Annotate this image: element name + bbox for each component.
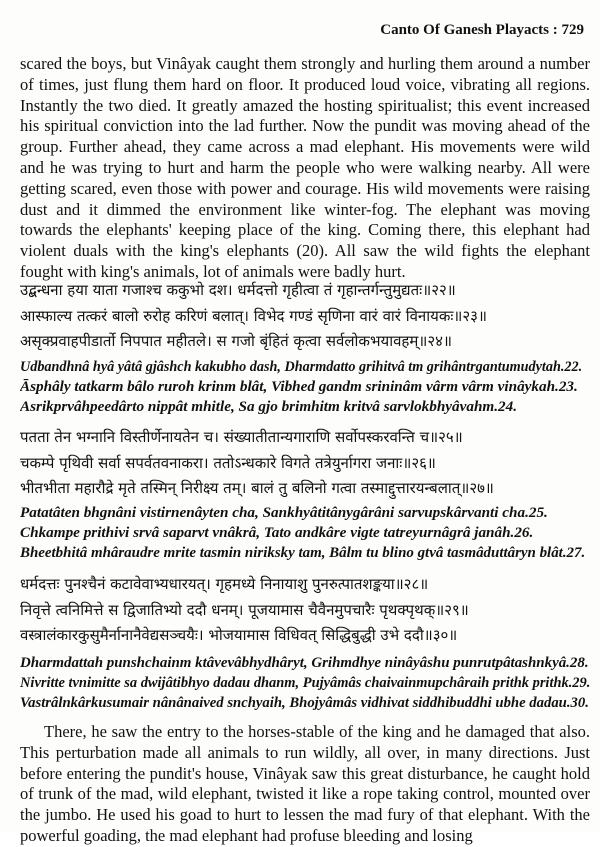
verse-line-23: आस्फाल्य तत्करं बालो रुरोह करिणं बलात्। विभेद गण्डं सृणिना वारं वारं विनायकः॥२३॥ [20, 306, 487, 325]
translit-line-30: Vastrâlnkârkusumair nânânaived snchyaih, Bhojyâmâs vidhivat siddhibuddhi ubhe dadau.30. [20, 695, 589, 711]
sanskrit-verses-25-27 [20, 425, 590, 502]
verse-line-25: पतता तेन भग्नानि विस्तीर्णेनायतेन च। संख्यातीतान्यगाराणि सर्वोपस्करवन्ति च॥२५॥ [20, 428, 463, 446]
running-header: Canto Of Ganesh Playacts : 729 [380, 22, 584, 38]
verse-line-22: उद्बन्धना हया याता गजाश्च ककुभो दश। धर्मदत्तो गृहीत्वा तं गृहान्तर्गन्तुमुद्यतः॥२२॥ [20, 281, 456, 299]
verse-line-28: धर्मदत्तः पुनश्चैनं कटावेवाभ्यधारयत्। गृहमध्ये निनायाशु पुनरुत्पातशङ्कया॥२८॥ [20, 575, 429, 593]
translit-line-23: Āsphâly tatkarm bâlo ruroh krinm blât, Vibhed gandm srininâm vârm vârm vinâykah.23. [20, 378, 578, 395]
verse-line-26: चकम्पे पृथिवी सर्वा सपर्वतवनाकरा। ततोऽन्धकारे विगते तत्रेयुर्नागरा जनाः॥२६॥ [20, 453, 436, 472]
paragraph-text: There, he saw the entry to the horses-stable of the king and he damaged that also. This perturbation made all animals to run wildly, all over, in many directions. Just before entering the pundit's house, Vinâyak saw this great disturbance, he caught hold of trunk of the mad, wild elephant, twisted it like a rope taking control, mounted over the jumbo. He used his goad to hurt to lessen the mad fury of that elephant. With the powerful goading, the mad elephant had profuse bleeding and losing [20, 722, 590, 845]
translit-line-27: Bheetbhitâ mhâraudre mrite tasmin niriksky tam, Bâlm tu blino gtvâ tasmâduttâryn blât.27. [20, 545, 586, 561]
translit-line-26: Chkampe prithivi srvâ saparvt vnâkrâ, Tato andkâre vigte tatreyurnâgrâ janâh.26. [20, 524, 534, 541]
translit-line-28: Dharmdattah punshchainm ktâvevâbhydhâryt, Grihmdhye ninâyâshu punrutpâtashnkyâ.28. [20, 655, 589, 671]
transliteration-25-27 [20, 503, 590, 563]
translit-line-25: Patatâten bhgnâni vistirnenâyten cha, Sankhyâtitânygârâni sarvupskârvanti cha.25. [20, 504, 548, 521]
verse-line-27: भीतभीता महारौद्रे मृते तस्मिन् निरीक्ष्य तम्। बालं तु बलिनो गत्वा तस्माद्दुत्तारयन्बलात्॥२७॥ [20, 479, 494, 497]
transliteration-28-30 [20, 653, 590, 713]
verse-line-24: असृक्प्रवाहपीडार्तो निपपात महीतले। स गजो बृंहितं कृत्वा सर्वलोकभयावहम्॥२४॥ [20, 332, 452, 350]
sanskrit-verses-22-24 [20, 278, 590, 355]
paragraph-narrative-1 [20, 54, 590, 283]
translit-line-29: Nivritte tvnimitte sa dwijâtibhyo dadau dhanm, Pujyâmâs chaivainmupchâraih prithk prithk.29. [20, 675, 590, 691]
paragraph-text: scared the boys, but Vinâyak caught them strongly and hurling them around a number of times, just flung them hard on floor. It produced loud voice, vibrating all regions. Instantly the two died. It greatly amazed the hosting spiritualist; this event increased his spiritual conviction into the lad further. Now the pundit was moving ahead of the group. Further ahead, they came across a mad elephant. His movements were wild and he was trying to hurt and harm the people who were walking nearby. All were getting scared, even those with power and courage. His wild movements were raising dust and it dimmed the environment like winter-fog. The elephant was moving towards the elephants' keeping place of the king. Coming there, this elephant had violent duals with the king's elephants (20). All saw the wild fights the elephant fought with king's animals, lot of animals were badly hurt. [20, 54, 590, 281]
transliteration-22-24 [20, 357, 590, 417]
verse-line-30: वस्त्रालंकारकुसुमैर्नानानैवेद्यसञ्चयैः। भोजयामास विधिवत् सिद्धिबुद्धी उभे ददौ॥३०॥ [20, 626, 458, 644]
translit-line-24: Asrikprvâhpeedârto nippât mhitle, Sa gjo brimhitm kritvâ sarvlokbhyâvahm.24. [20, 398, 518, 415]
sanskrit-verses-28-30 [20, 572, 590, 649]
paragraph-narrative-2 [20, 722, 590, 847]
translit-line-22: Udbandhnâ hyâ yâtâ gjâshch kakubho dash, Dharmdatto grihitvâ tm grihântrgantumudytah.22. [20, 359, 583, 375]
verse-line-29: निवृत्ते त्वनिमित्ते स द्विजातिभ्यो ददौ धनम्। पूजयामास चैवैनमुपचारैः पृथक्पृथक्॥२९॥ [20, 600, 469, 619]
